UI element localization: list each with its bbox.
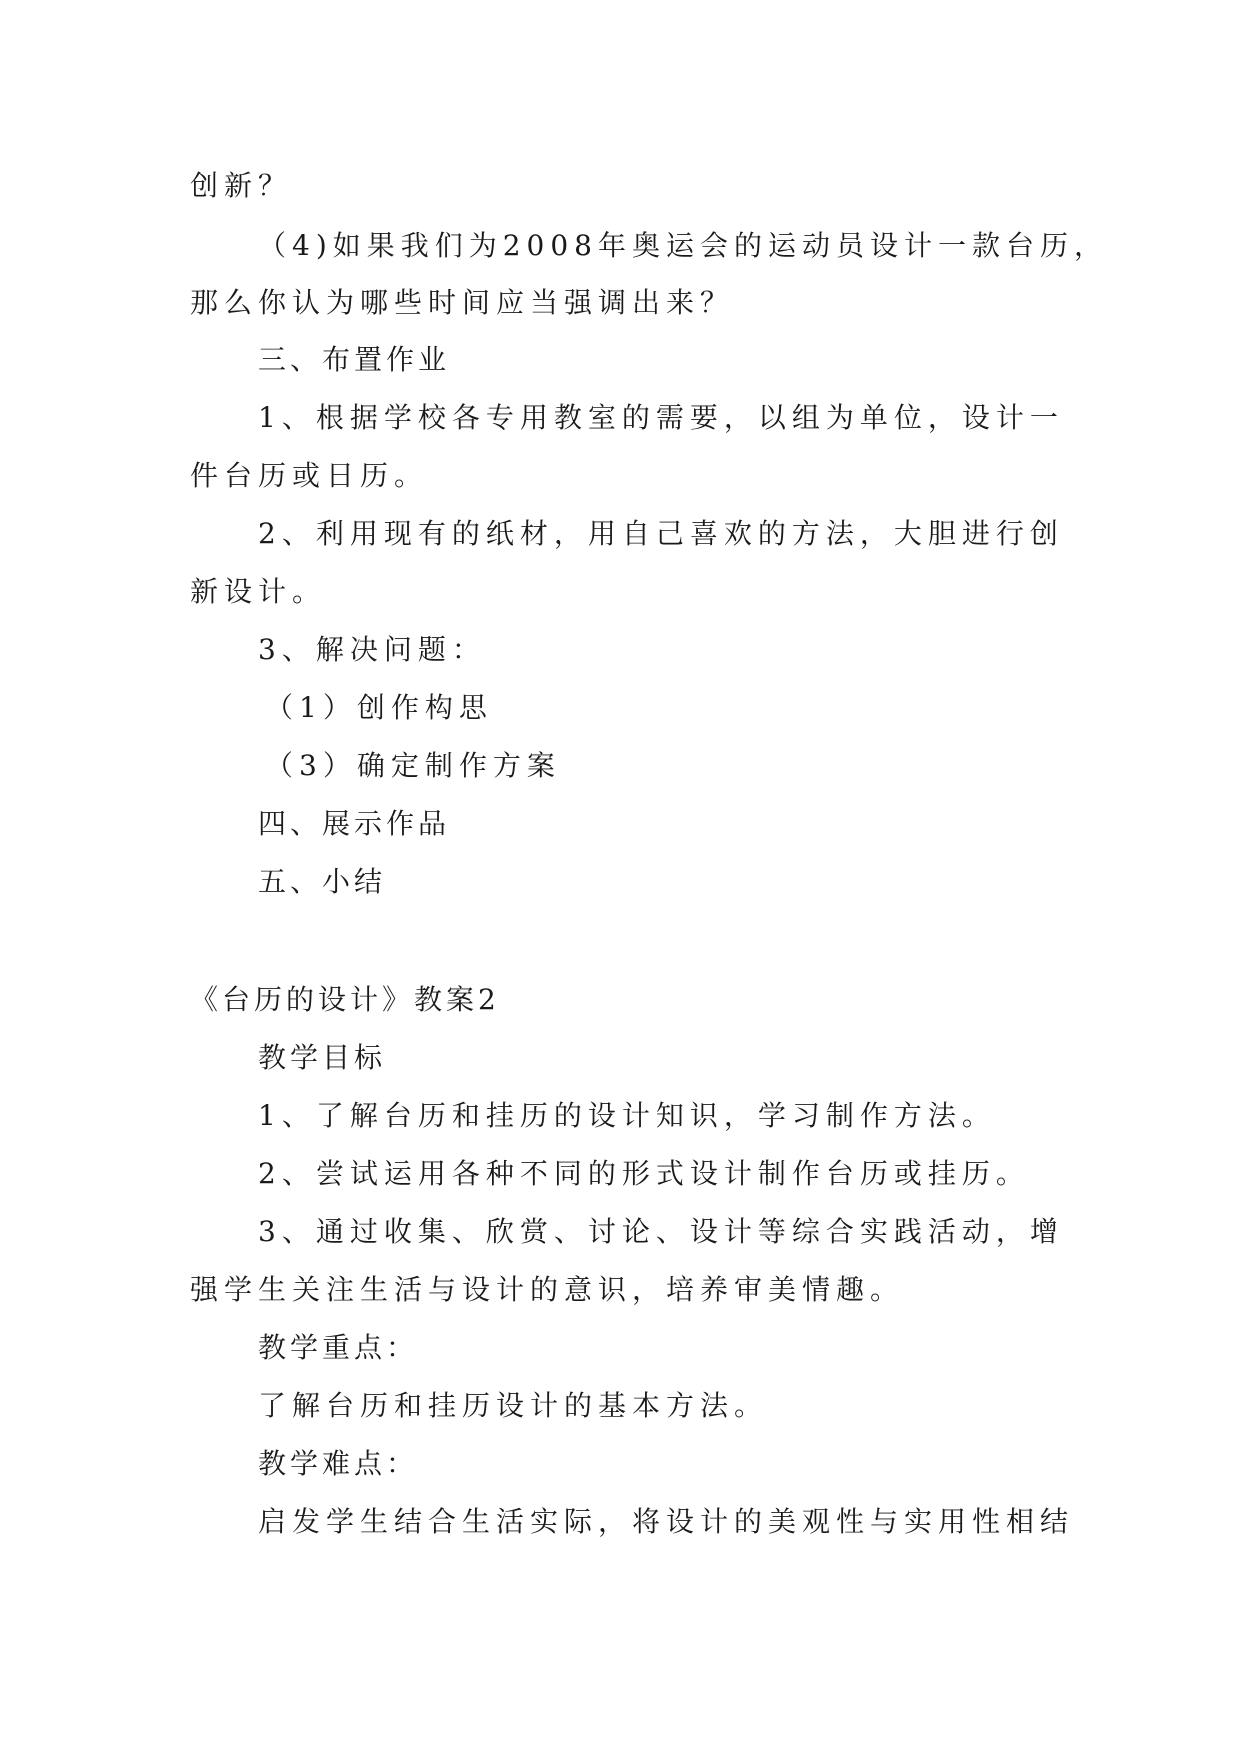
text-line: 那么你认为哪些时间应当强调出来？: [190, 286, 735, 319]
section-heading: 教学重点：: [258, 1331, 419, 1364]
text-line: 1、了解台历和挂历的设计知识，学习制作方法。: [258, 1099, 996, 1132]
text-line: （4)如果我们为2008年奥运会的运动员设计一款台历，: [258, 229, 1108, 262]
document-title: 《台历的设计》教案2: [190, 983, 500, 1016]
text-line: 2、利用现有的纸材，用自己喜欢的方法，大胆进行创: [258, 517, 1064, 550]
text-line: 启发学生结合生活实际，将设计的美观性与实用性相结: [258, 1505, 1075, 1538]
section-heading: 教学难点：: [258, 1447, 419, 1480]
text-line: （3）确定制作方案: [265, 749, 561, 782]
text-line: 3、解决问题：: [258, 633, 486, 666]
section-heading: 三、布置作业: [258, 343, 451, 376]
text-line: 2、尝试运用各种不同的形式设计制作台历或挂历。: [258, 1157, 1030, 1190]
text-line: （1）创作构思: [265, 691, 493, 724]
text-line: 新设计。: [190, 575, 327, 608]
section-heading: 五、小结: [258, 865, 387, 898]
text-line: 强学生关注生活与设计的意识，培养审美情趣。: [190, 1273, 905, 1306]
section-heading: 四、展示作品: [258, 807, 451, 840]
text-line: 3、通过收集、欣赏、讨论、设计等综合实践活动，增: [258, 1215, 1064, 1248]
text-line: 件台历或日历。: [190, 459, 429, 492]
text-line: 了解台历和挂历设计的基本方法。: [258, 1389, 769, 1422]
text-line: 1、根据学校各专用教室的需要，以组为单位，设计一: [258, 401, 1064, 434]
section-heading: 教学目标: [258, 1041, 387, 1074]
text-line: 创新？: [190, 169, 293, 202]
